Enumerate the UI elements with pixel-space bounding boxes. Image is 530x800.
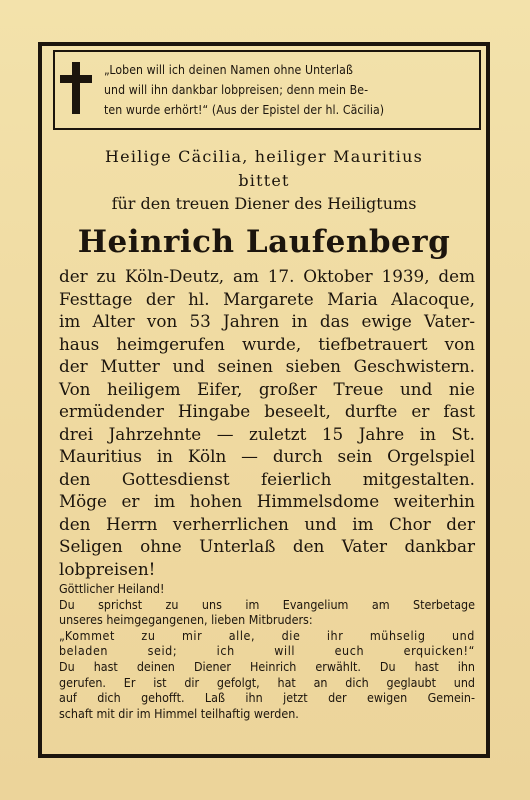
obituary-line: ermüdender Hingabe beseelt, durfte er fast (59, 401, 475, 421)
prayer-line: schaft mit dir im Himmel teilhaftig werden. (59, 705, 299, 721)
obituary-line: lobpreisen! (59, 558, 156, 579)
obituary-line: Mauritius in Köln — durch sein Orgelspiel (59, 446, 475, 466)
obituary-line: der zu Köln-Deutz, am 17. Oktober 1939, dem (59, 266, 475, 286)
prayer-line: beladen seid; ich will euch erquicken!“ (59, 643, 475, 659)
obituary-line: den Herrn verherrlichen und im Chor der (59, 513, 475, 534)
obituary-line: im Alter von 53 Jahren in das ewige Vater- (59, 311, 475, 331)
epistle-line-1: „Loben will ich deinen Namen ohne Unterlaß (104, 63, 353, 77)
prayer-line: Göttlicher Heiland! (59, 581, 165, 596)
prayer-line: „Kommet zu mir alle, die ihr mühselig und (59, 627, 475, 643)
epistle-line-2: und will ihn dankbar lobpreisen; denn mein Be- (104, 83, 369, 97)
obituary-line: den Gottesdienst feierlich mitgestalten. (59, 468, 475, 489)
prayer-line: auf dich gehofft. Laß ihn jetzt der ewigen Gemein- (59, 690, 475, 706)
prayer-line: unseres heimgegangenen, lieben Mitbruders: (59, 612, 313, 628)
prayer-line: Du sprichst zu uns im Evangelium am Sterbetage (59, 596, 475, 612)
intro-line-saints: Heilige Cäcilia, heiliger Mauritius (105, 147, 423, 166)
intro-line-bittet: bittet (238, 171, 290, 190)
obituary-text (59, 265, 475, 580)
obituary-line: der Mutter und seinen sieben Geschwistern. (59, 356, 475, 376)
intro-line-servant: für den treuen Diener des Heiligtums (111, 194, 417, 213)
epistle-quote (104, 60, 474, 120)
prayer-line: Du hast deinen Diener Heinrich erwählt. Du hast ihn (59, 658, 475, 674)
obituary-line: haus heimgerufen wurde, tiefbetrauert von (59, 333, 475, 354)
obituary-line: Seligen ohne Unterlaß den Vater dankbar (59, 536, 475, 556)
epistle-line-3: ten wurde erhört!“ (Aus der Epistel der hl. Cäcilia) (104, 103, 385, 117)
cross-icon (60, 62, 92, 114)
obituary-line: drei Jahrzehnte — zuletzt 15 Jahre in St. (59, 423, 475, 444)
obituary-line: Möge er im hohen Himmelsdome weiterhin (59, 491, 475, 511)
deceased-name: Heinrich Laufenberg (77, 224, 451, 260)
prayer-text (59, 581, 475, 721)
obituary-line: Festtage der hl. Margarete Maria Alacoque, (59, 288, 475, 309)
obituary-line: Von heiligem Eifer, großer Treue und nie (59, 378, 475, 399)
prayer-line: gerufen. Er ist dir gefolgt, hat an dich geglaubt und (59, 674, 475, 690)
